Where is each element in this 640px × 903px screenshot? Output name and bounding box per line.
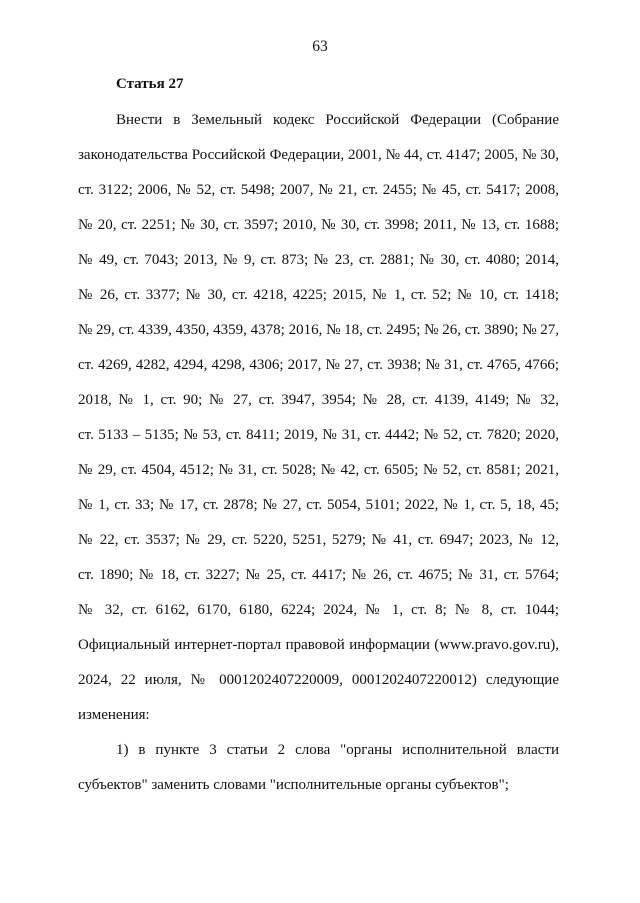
text-line: законодательства Российской Федерации, 2001, № 44, ст. 4147; 2005, № 30, (78, 147, 559, 163)
text-line: Официальный интернет-портал правовой информации (www.pravo.gov.ru), (78, 637, 559, 653)
text-line: субъектов" заменить словами "исполнительные органы субъектов"; (78, 777, 509, 793)
article-title: Статья 27 (116, 76, 184, 92)
text-line: ст. 3122; 2006, № 52, ст. 5498; 2007, № 21, ст. 2455; № 45, ст. 5417; 2008, (78, 182, 559, 198)
text-line: № 20, ст. 2251; № 30, ст. 3597; 2010, № 30, ст. 3998; 2011, № 13, ст. 1688; (78, 217, 559, 233)
text-line: № 29, ст. 4504, 4512; № 31, ст. 5028; № 42, ст. 6505; № 52, ст. 8581; 2021, (78, 462, 559, 478)
text-line: изменения: (78, 707, 150, 723)
text-line: 1) в пункте 3 статьи 2 слова "органы исполнительной власти (116, 742, 559, 758)
text-line: № 1, ст. 33; № 17, ст. 2878; № 27, ст. 5054, 5101; 2022, № 1, ст. 5, 18, 45; (78, 497, 559, 513)
text-line: ст. 5133 – 5135; № 53, ст. 8411; 2019, № 31, ст. 4442; № 52, ст. 7820; 2020, (78, 427, 559, 443)
text-line: Внести в Земельный кодекс Российской Федерации (Собрание (116, 112, 559, 128)
text-line: ст. 1890; № 18, ст. 3227; № 25, ст. 4417; № 26, ст. 4675; № 31, ст. 5764; (78, 567, 559, 583)
text-line: № 26, ст. 3377; № 30, ст. 4218, 4225; 2015, № 1, ст. 52; № 10, ст. 1418; (78, 287, 559, 303)
text-line: № 29, ст. 4339, 4350, 4359, 4378; 2016, № 18, ст. 2495; № 26, ст. 3890; № 27, (78, 322, 560, 338)
text-line: ст. 4269, 4282, 4294, 4298, 4306; 2017, № 27, ст. 3938; № 31, ст. 4765, 4766; (78, 357, 559, 373)
text-line: № 22, ст. 3537; № 29, ст. 5220, 5251, 5279; № 41, ст. 6947; 2023, № 12, (78, 532, 559, 548)
text-line: 2024, 22 июля, № 0001202407220009, 0001202407220012) следующие (78, 672, 559, 688)
page-number: 63 (312, 38, 328, 55)
text-line: № 49, ст. 7043; 2013, № 9, ст. 873; № 23, ст. 2881; № 30, ст. 4080; 2014, (78, 252, 559, 268)
text-line: 2018, № 1, ст. 90; № 27, ст. 3947, 3954; № 28, ст. 4139, 4149; № 32, (78, 392, 559, 408)
text-line: № 32, ст. 6162, 6170, 6180, 6224; 2024, № 1, ст. 8; № 8, ст. 1044; (78, 602, 559, 618)
